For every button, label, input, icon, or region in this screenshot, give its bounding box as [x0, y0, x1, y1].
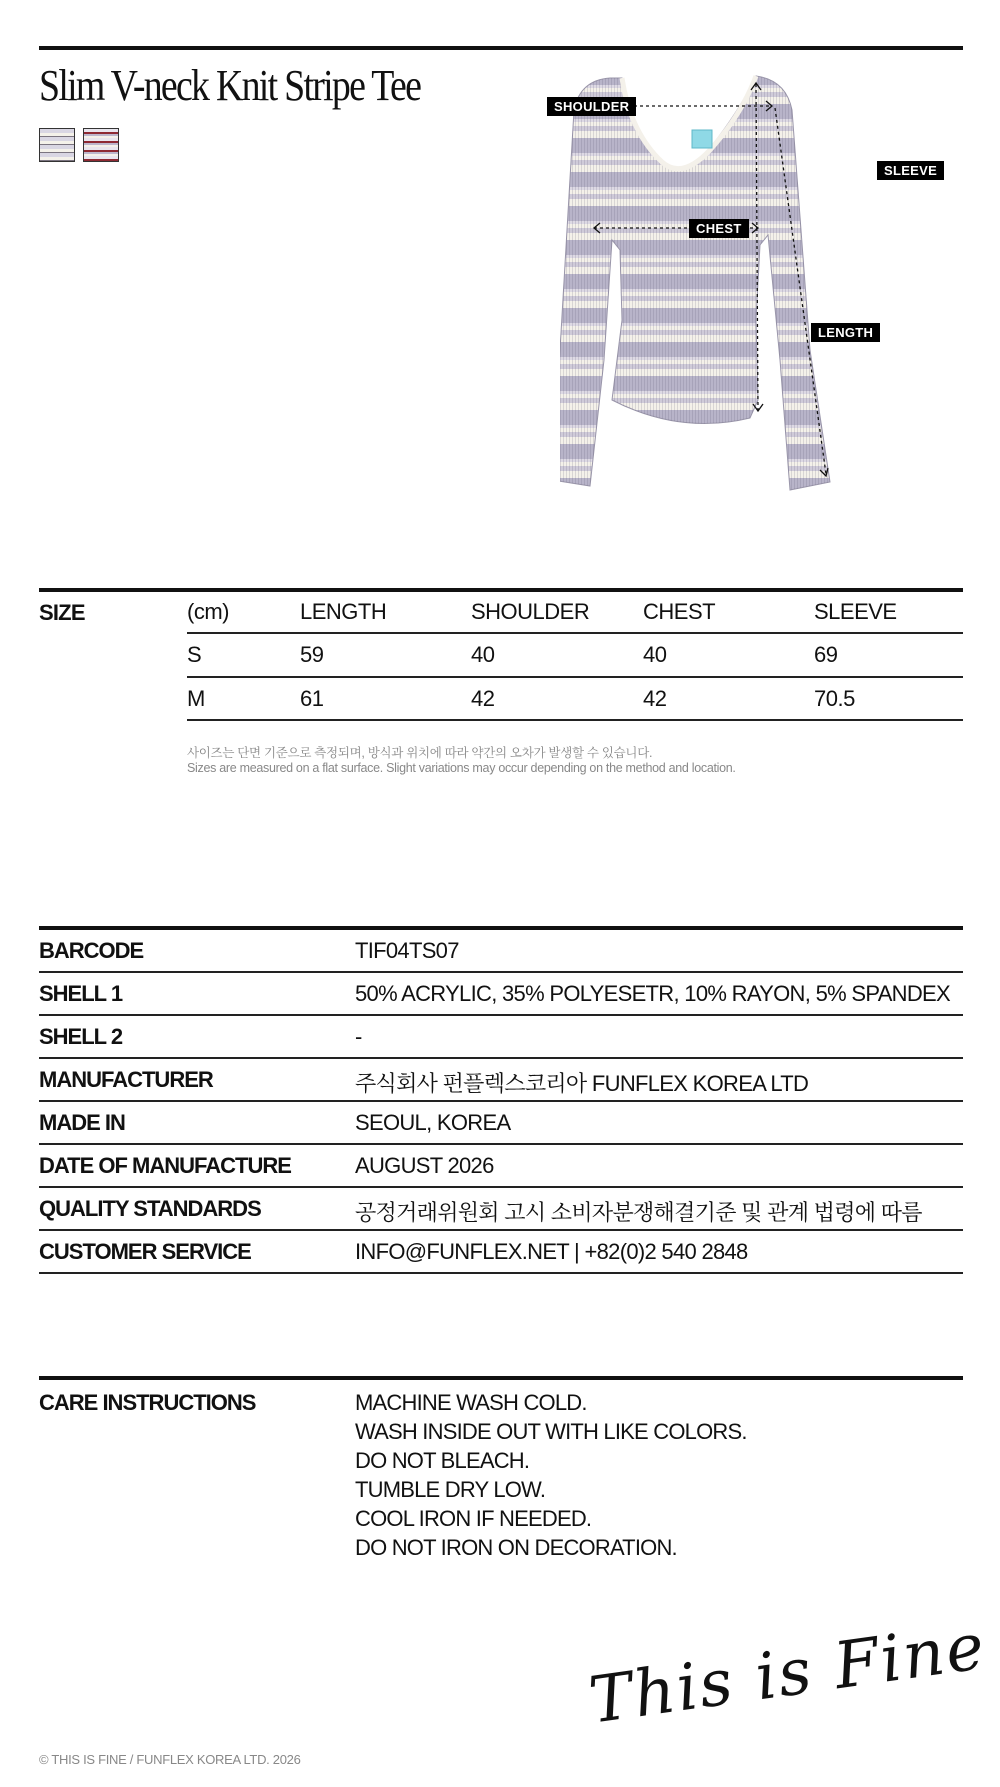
info-divider [39, 971, 963, 973]
info-value: AUGUST 2026 [355, 1153, 494, 1178]
garment-illustration [560, 70, 980, 500]
size-header-unit: (cm) [187, 599, 229, 624]
care-line: COOL IRON IF NEEDED. [355, 1506, 592, 1531]
info-divider [39, 1229, 963, 1231]
size-table-divider [187, 632, 963, 634]
color-swatch-grey[interactable] [39, 128, 75, 162]
info-divider [39, 1057, 963, 1059]
info-label: CUSTOMER SERVICE [39, 1239, 251, 1264]
color-swatch-burgundy[interactable] [83, 128, 119, 162]
care-top-rule [39, 1376, 963, 1380]
size-header-sleeve: SLEEVE [814, 599, 897, 624]
care-line: WASH INSIDE OUT WITH LIKE COLORS. [355, 1419, 747, 1444]
info-label: SHELL 2 [39, 1024, 123, 1049]
shoulder-label: SHOULDER [547, 97, 636, 116]
brand-signature-logo: This is Fine [584, 1609, 991, 1739]
info-divider [39, 1186, 963, 1188]
size-cell: 69 [814, 642, 838, 667]
info-value: 주식회사 펀플렉스코리아 FUNFLEX KOREA LTD [355, 1071, 809, 1096]
info-label: MADE IN [39, 1110, 125, 1135]
product-title: Slim V-neck Knit Stripe Tee [39, 61, 421, 110]
length-label: LENGTH [811, 323, 880, 342]
size-table-divider [187, 676, 963, 678]
label-tag [692, 130, 712, 148]
size-note-korean: 사이즈는 단면 기준으로 측정되며, 방식과 위치에 따라 약간의 오차가 발생할 수 있습니다. [187, 746, 653, 760]
size-header-chest: CHEST [643, 599, 716, 624]
size-table-divider [187, 719, 963, 721]
info-divider [39, 1100, 963, 1102]
size-header-length: LENGTH [300, 599, 387, 624]
size-cell: M [187, 686, 205, 711]
size-cell: S [187, 642, 202, 667]
top-rule [39, 46, 963, 50]
care-line: DO NOT BLEACH. [355, 1448, 530, 1473]
info-label: BARCODE [39, 938, 144, 963]
care-instructions-label: CARE INSTRUCTIONS [39, 1390, 256, 1415]
info-value: SEOUL, KOREA [355, 1110, 511, 1135]
info-divider [39, 1143, 963, 1145]
size-cell: 42 [643, 686, 667, 711]
size-table-title: SIZE [39, 600, 85, 625]
size-header-shoulder: SHOULDER [471, 599, 590, 624]
info-value: - [355, 1024, 362, 1049]
info-value: 50% ACRYLIC, 35% POLYESETR, 10% RAYON, 5% SPANDEX [355, 981, 950, 1006]
size-cell: 59 [300, 642, 324, 667]
chest-label: CHEST [689, 219, 749, 238]
info-label: MANUFACTURER [39, 1067, 213, 1092]
size-cell: 70.5 [814, 686, 855, 711]
info-label: QUALITY STANDARDS [39, 1196, 261, 1221]
info-value: 공정거래위원회 고시 소비자분쟁해결기준 및 관계 법령에 따름 [355, 1200, 922, 1225]
info-value: TIF04TS07 [355, 938, 459, 963]
care-line: TUMBLE DRY LOW. [355, 1477, 546, 1502]
sleeve-label: SLEEVE [877, 161, 944, 180]
info-table-top-rule [39, 926, 963, 930]
size-cell: 42 [471, 686, 495, 711]
info-divider [39, 1272, 963, 1274]
size-cell: 40 [643, 642, 667, 667]
info-label: SHELL 1 [39, 981, 123, 1006]
care-line: DO NOT IRON ON DECORATION. [355, 1535, 677, 1560]
copyright-text: © THIS IS FINE / FUNFLEX KOREA LTD. 2026 [39, 1752, 301, 1767]
info-label: DATE OF MANUFACTURE [39, 1153, 291, 1178]
size-note-english: Sizes are measured on a flat surface. Slight variations may occur depending on the method and location. [187, 761, 736, 775]
info-value[interactable]: INFO@FUNFLEX.NET | +82(0)2 540 2848 [355, 1239, 748, 1264]
size-cell: 61 [300, 686, 324, 711]
care-line: MACHINE WASH COLD. [355, 1390, 587, 1415]
size-cell: 40 [471, 642, 495, 667]
size-table-top-rule [39, 588, 963, 592]
info-divider [39, 1014, 963, 1016]
